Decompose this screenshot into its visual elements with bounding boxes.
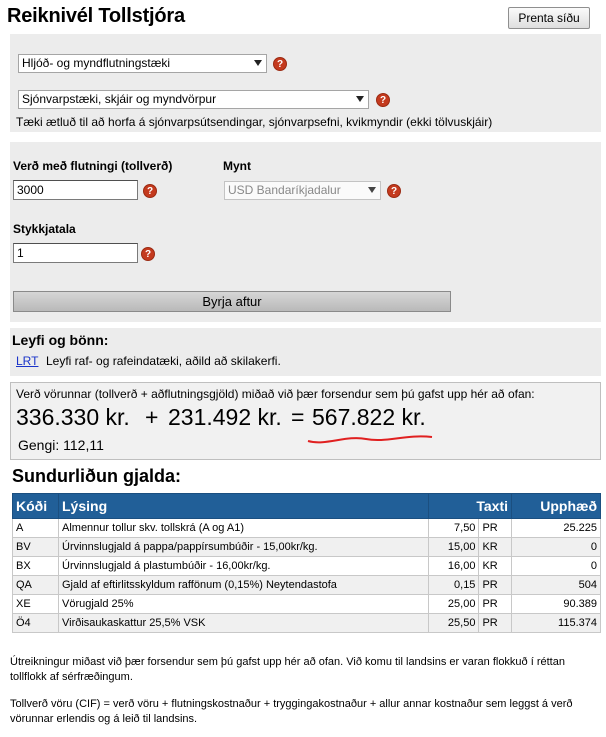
cif-note: Tollverð vöru (CIF) = verð vöru + flutningskostnaður + tryggingakostnaður + allur annar kostnaður sem leggst á verð vörunnar erlendis og á leið til landsins. bbox=[10, 698, 573, 725]
category-description: Tæki ætluð til að horfa á sjónvarpsútsendingar, sjónvarpsefni, kvikmyndir (ekki tölvuskjáir) bbox=[16, 115, 493, 129]
help-icon[interactable]: ? bbox=[273, 57, 287, 71]
cell-unit: PR bbox=[479, 576, 512, 595]
cell-rate: 0,15 bbox=[429, 576, 479, 595]
cell-desc: Virðisaukaskattur 25,5% VSK bbox=[59, 614, 429, 633]
cell-unit: KR bbox=[479, 538, 512, 557]
red-underline bbox=[306, 431, 434, 447]
chevron-down-icon bbox=[356, 96, 364, 102]
result-intro: Verð vörunnar (tollverð + aðflutningsgjöld) miðað við þær forsendur sem þú gafst upp hér að ofan: bbox=[16, 387, 535, 401]
cell-amount: 504 bbox=[512, 576, 601, 595]
cell-desc: Gjald af eftirlitsskyldum raffönum (0,15%) Neytendastofa bbox=[59, 576, 429, 595]
cell-code: BX bbox=[13, 557, 59, 576]
main-category-select[interactable] bbox=[18, 54, 267, 73]
cell-desc: Vörugjald 25% bbox=[59, 595, 429, 614]
sub-category-select[interactable] bbox=[18, 90, 369, 109]
chevron-down-icon bbox=[368, 187, 376, 193]
cell-rate: 7,50 bbox=[429, 519, 479, 538]
plus-sign: + bbox=[145, 404, 159, 430]
cell-rate: 25,00 bbox=[429, 595, 479, 614]
quantity-input[interactable] bbox=[13, 243, 138, 263]
col-header-amount: Upphæð bbox=[512, 494, 601, 519]
cell-unit: PR bbox=[479, 519, 512, 538]
cell-code: QA bbox=[13, 576, 59, 595]
currency-value: USD Bandaríkjadalur bbox=[228, 183, 341, 197]
fees-table bbox=[12, 493, 601, 633]
price-label: Verð með flutningi (tollverð) bbox=[13, 159, 173, 173]
print-page-button[interactable]: Prenta síðu bbox=[508, 7, 590, 29]
price-input[interactable] bbox=[13, 180, 138, 200]
table-header-row bbox=[13, 494, 601, 519]
cell-code: Ö4 bbox=[13, 614, 59, 633]
table-row bbox=[13, 576, 601, 595]
reset-button[interactable]: Byrja aftur bbox=[13, 291, 451, 312]
cell-code: A bbox=[13, 519, 59, 538]
cell-code: XE bbox=[13, 595, 59, 614]
breakdown-title: Sundurliðun gjalda: bbox=[12, 466, 181, 486]
permits-title: Leyfi og bönn: bbox=[12, 332, 109, 348]
help-icon[interactable]: ? bbox=[376, 93, 390, 107]
chevron-down-icon bbox=[254, 60, 262, 66]
sub-category-value: Sjónvarpstæki, skjáir og myndvörpur bbox=[22, 92, 217, 106]
col-header-code: Kóði bbox=[13, 494, 59, 519]
cell-unit: KR bbox=[479, 557, 512, 576]
cell-amount: 0 bbox=[512, 557, 601, 576]
cell-amount: 90.389 bbox=[512, 595, 601, 614]
currency-label: Mynt bbox=[223, 159, 251, 173]
help-icon[interactable]: ? bbox=[387, 184, 401, 198]
exchange-rate: Gengi: 112,11 bbox=[18, 437, 104, 453]
lrt-link[interactable]: LRT bbox=[16, 354, 39, 368]
table-row bbox=[13, 519, 601, 538]
main-category-value: Hljóð- og myndflutningstæki bbox=[22, 56, 171, 70]
table-row bbox=[13, 595, 601, 614]
app-title: Reiknivél Tollstjóra bbox=[7, 5, 185, 27]
cell-desc: Úrvinnslugjald á pappa/pappírsumbúðir - 15,00kr/kg. bbox=[59, 538, 429, 557]
cell-desc: Úrvinnslugjald á plastumbúðir - 16,00kr/kg. bbox=[59, 557, 429, 576]
quantity-label: Stykkjatala bbox=[13, 222, 76, 236]
currency-select[interactable] bbox=[224, 181, 381, 200]
table-row bbox=[13, 557, 601, 576]
cell-unit: PR bbox=[479, 595, 512, 614]
equals-sign: = bbox=[291, 404, 305, 430]
help-icon[interactable]: ? bbox=[141, 247, 155, 261]
cell-rate: 16,00 bbox=[429, 557, 479, 576]
cell-unit: PR bbox=[479, 614, 512, 633]
cell-amount: 25.225 bbox=[512, 519, 601, 538]
cell-amount: 0 bbox=[512, 538, 601, 557]
col-header-desc: Lýsing bbox=[59, 494, 429, 519]
permit-text: Leyfi raf- og rafeindatæki, aðild að skilakerfi. bbox=[46, 354, 281, 368]
table-row bbox=[13, 614, 601, 633]
cell-amount: 115.374 bbox=[512, 614, 601, 633]
cell-rate: 15,00 bbox=[429, 538, 479, 557]
cell-desc: Almennur tollur skv. tollskrá (A og A1) bbox=[59, 519, 429, 538]
app-header bbox=[0, 0, 606, 34]
calc-note: Útreikningur miðast við þær forsendur sem þú gafst upp hér að ofan. Við komu til landsins er varan flokkuð í réttan tollflokk af sérfræðingum. bbox=[10, 656, 565, 683]
table-row bbox=[13, 538, 601, 557]
fees-amount: 231.492 kr. bbox=[168, 404, 282, 430]
total-amount: 567.822 kr. bbox=[312, 404, 426, 430]
help-icon[interactable]: ? bbox=[143, 184, 157, 198]
price-amount: 336.330 kr. bbox=[16, 404, 130, 430]
cell-code: BV bbox=[13, 538, 59, 557]
col-header-rate: Taxti bbox=[429, 494, 512, 519]
cell-rate: 25,50 bbox=[429, 614, 479, 633]
